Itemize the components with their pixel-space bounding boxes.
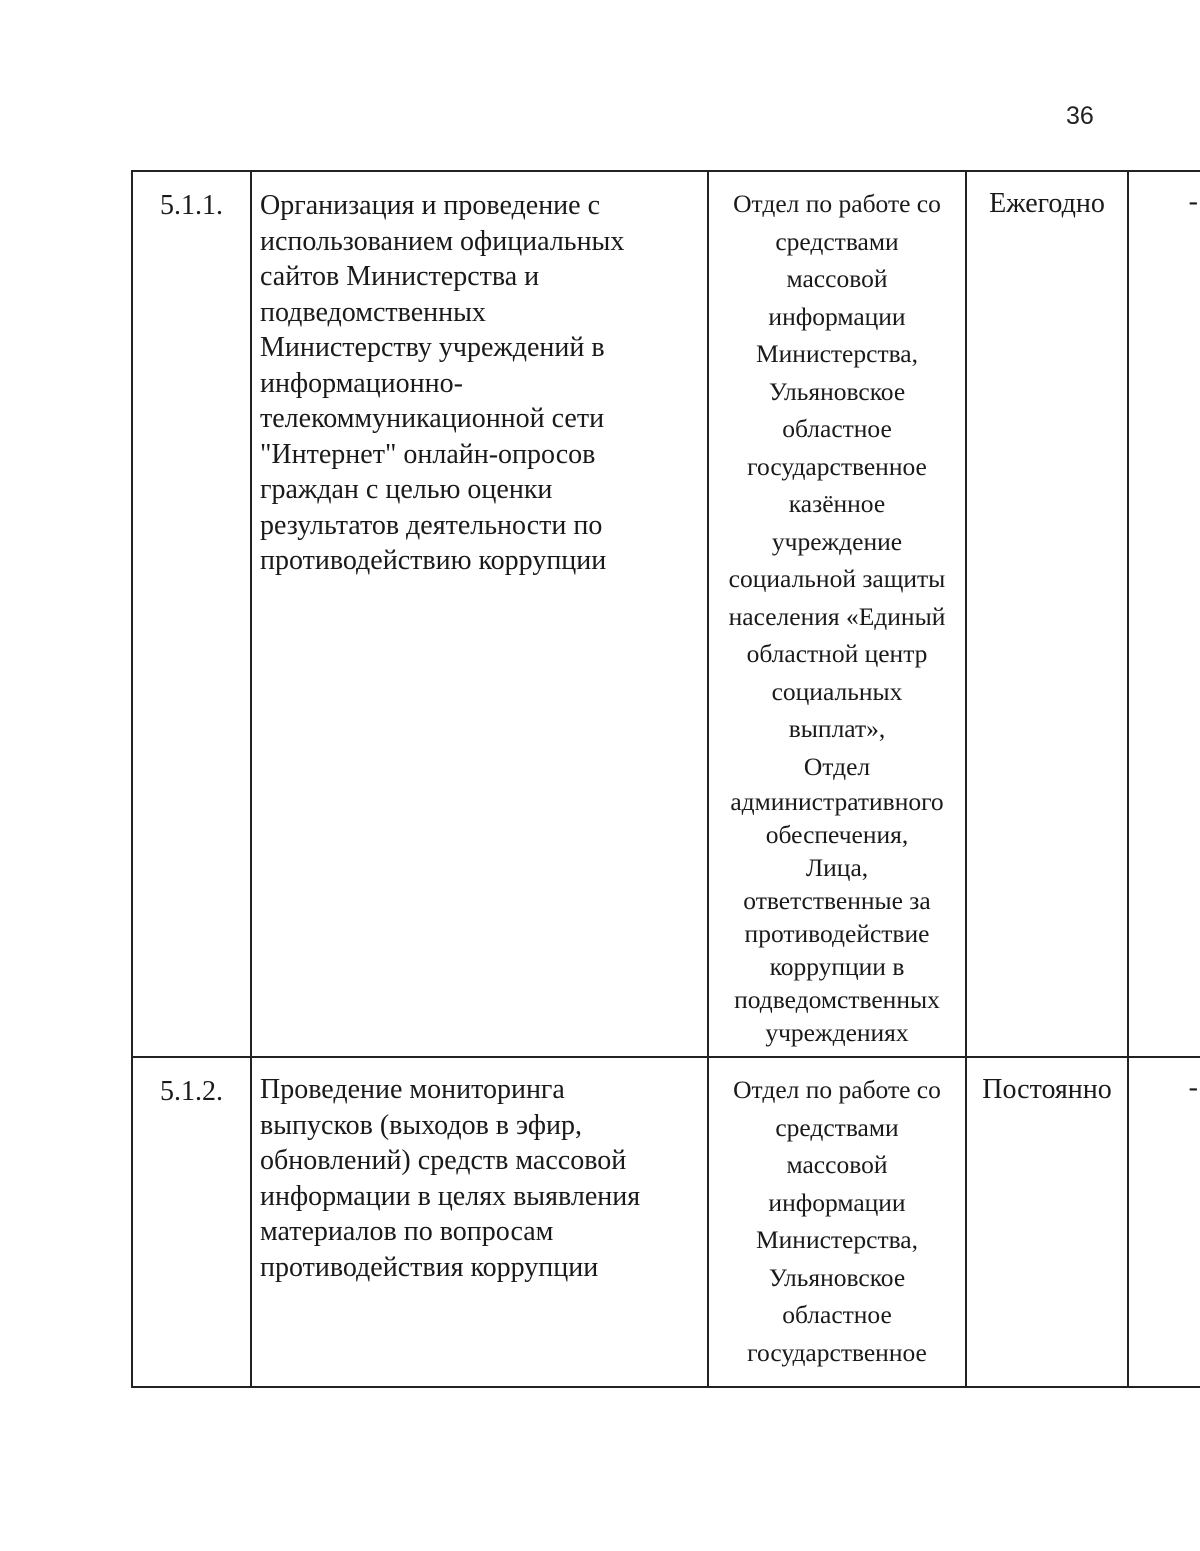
responsible-line: Министерства, <box>755 1225 918 1254</box>
responsible-line: средствами <box>775 226 899 256</box>
responsible-line: ответственные за <box>743 886 931 915</box>
responsible-line: населения «Единый <box>728 601 946 631</box>
description-line: подведомственных <box>260 296 486 328</box>
description-line: граждан с целью оценки <box>260 474 553 505</box>
description-line: телекоммуникационной сети <box>260 403 605 434</box>
description-line: использованием официальных <box>260 225 625 257</box>
responsible-line: информации <box>768 301 906 331</box>
term-cell: Постоянно <box>967 1058 1129 1386</box>
description-line: информационно- <box>260 367 463 399</box>
responsible-line: казённое <box>788 489 886 518</box>
responsible-line: государственное <box>747 451 927 481</box>
responsible-line: учреждение <box>771 526 903 556</box>
description-line: Министерству учреждений в <box>260 332 605 363</box>
table-row <box>133 172 1200 1058</box>
responsible-line: массовой <box>786 1150 888 1179</box>
description-line: "Интернет" онлайн-опросов <box>260 438 596 470</box>
responsible-line: учреждениях <box>765 1018 909 1047</box>
responsible-line: Министерства, <box>755 339 918 368</box>
responsible-line: средствами <box>775 1112 899 1142</box>
measure-description <box>252 1058 709 1386</box>
responsible-line: Отдел <box>803 751 871 781</box>
funding-cell: - <box>1188 186 1198 217</box>
responsible-line: социальных <box>771 676 903 706</box>
description-line: выпусков (выходов в эфир, <box>260 1109 582 1141</box>
responsible-line: Отдел по работе со <box>733 1075 941 1104</box>
description-line: сайтов Министерства и <box>260 261 540 292</box>
description-line: материалов по вопросам <box>260 1216 554 1247</box>
description-line: обновлений) средств массовой <box>260 1145 627 1176</box>
responsible-parties <box>709 1058 967 1386</box>
responsible-line: Ульяновское <box>768 1262 906 1292</box>
measure-description <box>252 172 709 1056</box>
funding-cell: - <box>1188 1072 1198 1103</box>
page-number: 36 <box>1066 102 1094 130</box>
responsible-line: областное <box>782 414 892 443</box>
responsible-line: противодействие <box>744 919 930 948</box>
table-row <box>133 1058 1200 1388</box>
term-cell: Ежегодно <box>967 172 1129 1056</box>
responsible-line: Лица, <box>805 853 869 882</box>
description-line: Организация и проведение с <box>260 190 601 221</box>
responsible-line: массовой <box>786 264 888 293</box>
responsible-line: областной центр <box>746 639 928 668</box>
measures-table <box>131 170 1200 1388</box>
description-line: противодействию коррупции <box>260 545 607 576</box>
description-line: информации в целях выявления <box>260 1180 641 1212</box>
responsible-line: административного <box>730 787 944 816</box>
responsible-line: социальной защиты <box>728 564 946 593</box>
item-number: 5.1.1. <box>133 172 252 1056</box>
responsible-line: коррупции в <box>769 952 905 981</box>
responsible-line: Отдел по работе со <box>733 189 941 218</box>
responsible-line: выплат», <box>788 714 886 743</box>
description-line: Проведение мониторинга <box>260 1074 565 1105</box>
item-number: 5.1.2. <box>133 1058 252 1386</box>
responsible-line: Ульяновское <box>768 376 906 406</box>
description-line: результатов деятельности по <box>260 509 603 541</box>
responsible-line: информации <box>768 1187 906 1217</box>
responsible-line: подведомственных <box>734 985 940 1014</box>
responsible-line: государственное <box>747 1337 927 1367</box>
responsible-line: обеспечения, <box>765 820 909 849</box>
description-line: противодействия коррупции <box>260 1251 599 1283</box>
responsible-line: областное <box>782 1300 892 1329</box>
responsible-parties <box>709 172 967 1056</box>
